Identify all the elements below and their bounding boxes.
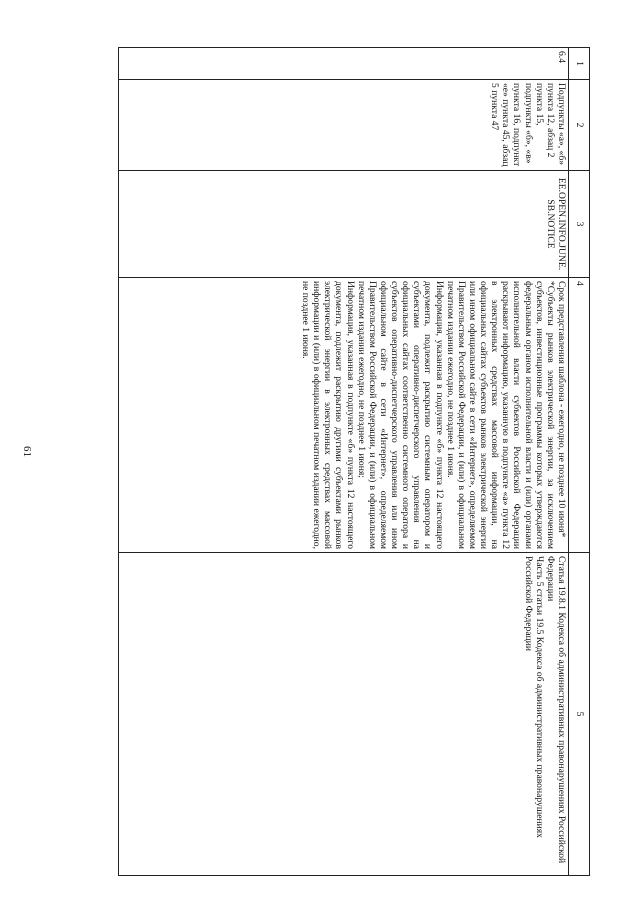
description-paragraph: Срок представления шаблона - ежегодно, не позднее 10 июня* xyxy=(556,281,567,538)
description-paragraph: Информация, указанная в подпункте «б» пункта 12 настоящего документа, подлежит раскрытию системным оператором и субъектами оперативно-диспетчерского управления на официальных сайтах соответственно системного оператора и субъектов оперативно-диспетчерского управления или ином официальном сайте в сети «Интернет», определяемом Правительством Российской Федерации, и (или) в официальном печатном издании ежегодно, не позднее 1 июня; xyxy=(355,281,445,549)
rotated-table xyxy=(118,47,590,864)
table-row xyxy=(119,48,569,876)
header-col-3: 3 xyxy=(569,171,590,278)
header-row xyxy=(569,48,590,876)
row-points: Подпункты «а», «б» пункта 12, абзац 2 пункта 15, подпункты «б», «в» пункта 16, подпункт «е» пункта 45, абзац 5 пункта 47 xyxy=(119,80,569,171)
liability-item: Часть 5 статьи 19.5 Кодекса об административных правонарушениях Российской Федерации xyxy=(522,556,545,838)
row-number: 6.4 xyxy=(119,48,569,80)
description-paragraph: *Субъекты рынков электрической энергии, за исключением субъектов, инвестиционные программы которых утверждаются федеральным органом исполнительной власти и (или) органами исполнительной власти субъектов Российской Федерации раскрывают информацию, указанную в подпункте «а» пункта 12 в электронных средствах массовой информации, на официальных сайтах субъектов рынков электрической энергии или ином официальном сайте в сети «Интернет», определяемом Правительством Российской Федерации, и (или) в официальном печатном издании ежегодно, не позднее 1 июня. xyxy=(444,281,556,549)
page-number: 61 xyxy=(21,446,33,457)
row-template-code: EE.OPEN.INFO.JUNE. SB.NOTICE xyxy=(119,171,569,278)
row-description xyxy=(119,278,569,553)
description-paragraph: Информация, указанная в подпункте «б» пункта 12 настоящего документа, подлежит раскрытию другими субъектами рынков электрической энергии в электронных средствах массовой информации и (или) в официальном печатном издании ежегодно, не позднее 1 июня. xyxy=(300,281,356,549)
liability-item: Статья 19.8.1 Кодекса об административных правонарушениях Российской Федерации xyxy=(544,556,567,864)
header-col-4: 4 xyxy=(569,278,590,553)
header-col-5: 5 xyxy=(569,553,590,876)
requirements-table xyxy=(118,47,590,876)
header-col-2: 2 xyxy=(569,80,590,171)
header-col-1: 1 xyxy=(569,48,590,80)
row-liability xyxy=(119,553,569,876)
